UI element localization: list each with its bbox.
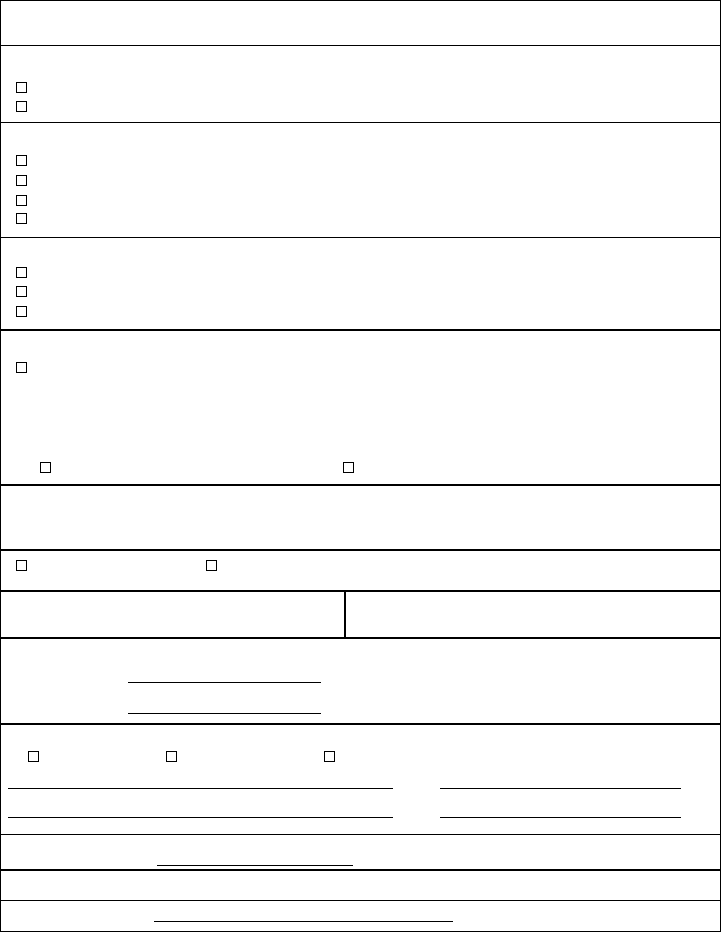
checkbox[interactable] [16, 267, 27, 278]
section-divider [0, 549, 721, 551]
input-underline[interactable] [157, 865, 353, 866]
checkbox[interactable] [16, 286, 27, 297]
input-underline[interactable] [128, 682, 321, 683]
input-underline[interactable] [128, 713, 321, 714]
checkbox[interactable] [16, 155, 27, 166]
checkbox[interactable] [16, 213, 27, 224]
checkbox[interactable] [16, 362, 27, 373]
section-divider [0, 590, 721, 592]
section-divider [0, 834, 721, 835]
checkbox[interactable] [166, 751, 177, 762]
section-divider [0, 122, 721, 123]
form-left-border [0, 0, 1, 932]
section-divider [0, 637, 721, 639]
section-divider [0, 900, 721, 901]
checkbox[interactable] [16, 560, 27, 571]
checkbox[interactable] [16, 101, 27, 112]
checkbox[interactable] [324, 751, 335, 762]
checkbox[interactable] [343, 462, 354, 473]
checkbox[interactable] [16, 82, 27, 93]
input-underline[interactable] [440, 817, 681, 818]
section-divider [0, 484, 721, 486]
checkbox[interactable] [28, 751, 39, 762]
column-divider [344, 590, 346, 638]
input-underline[interactable] [8, 788, 393, 789]
form-top-border [0, 0, 721, 1]
input-underline[interactable] [154, 921, 453, 922]
input-underline[interactable] [440, 788, 681, 789]
checkbox[interactable] [16, 195, 27, 206]
section-divider [0, 45, 721, 46]
checkbox[interactable] [206, 560, 217, 571]
checkbox[interactable] [16, 175, 27, 186]
section-divider [0, 329, 721, 331]
checkbox[interactable] [40, 462, 51, 473]
input-underline[interactable] [8, 817, 393, 818]
checkbox[interactable] [16, 306, 27, 317]
section-divider [0, 237, 721, 238]
section-divider [0, 869, 721, 871]
section-divider [0, 723, 721, 725]
